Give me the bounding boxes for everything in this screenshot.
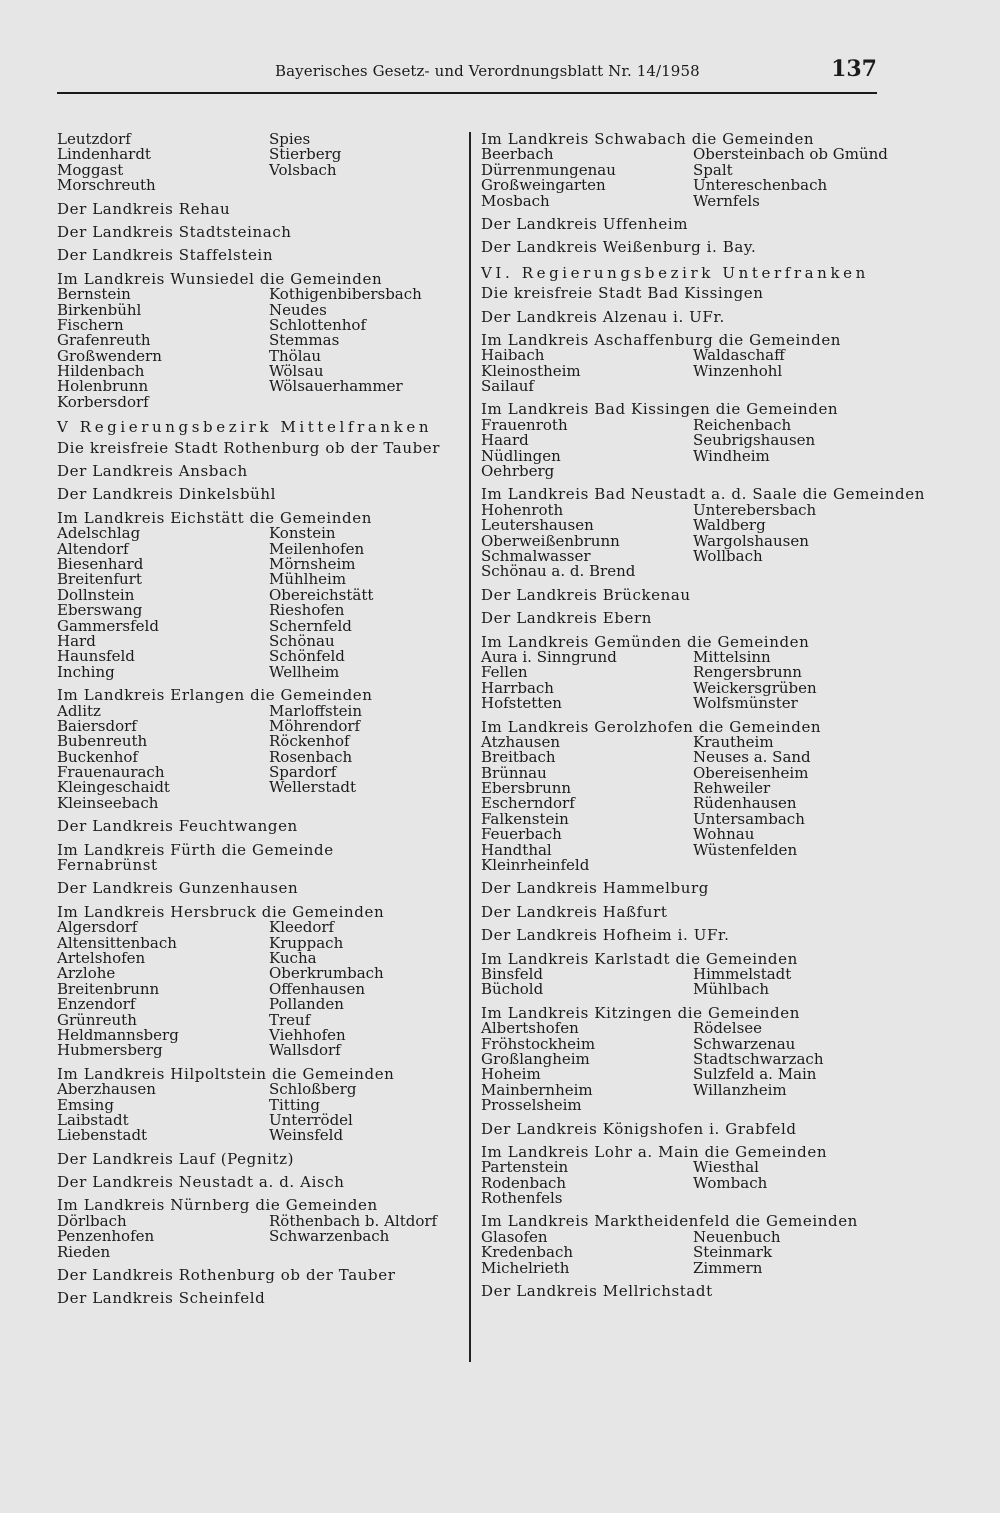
municipality-list bbox=[57, 920, 457, 1059]
municipality-name: Breitbach bbox=[481, 748, 556, 767]
municipality-name: Bernstein bbox=[57, 285, 131, 304]
municipality-name: Wombach bbox=[693, 1173, 768, 1192]
municipality-name: Kruppach bbox=[269, 933, 344, 952]
municipality-name: Neuenbuch bbox=[693, 1227, 781, 1246]
entry-line: Der Landkreis Alzenau i. UFr. bbox=[481, 307, 725, 326]
municipality-name: Kredenbach bbox=[481, 1243, 573, 1262]
municipality-name: Offenhausen bbox=[269, 979, 365, 998]
entry-line: Der Landkreis Hofheim i. UFr. bbox=[481, 926, 730, 945]
municipality-name: Schönau bbox=[269, 631, 335, 650]
municipality-name: Kleinseebach bbox=[57, 793, 159, 812]
municipality-name bbox=[269, 796, 479, 811]
municipality-name: Hoheim bbox=[481, 1065, 541, 1084]
entry-line: Der Landkreis Dinkelsbühl bbox=[57, 485, 277, 504]
municipality-name: Holenbrunn bbox=[57, 377, 149, 396]
municipality-list bbox=[57, 1082, 457, 1144]
municipality-name: Altendorf bbox=[57, 539, 129, 558]
municipality-name: Hubmersberg bbox=[57, 1041, 163, 1060]
municipality-name: Kleedorf bbox=[269, 918, 335, 937]
municipality-list bbox=[57, 701, 457, 812]
entry-line: Der Landkreis Feuchtwangen bbox=[57, 817, 298, 836]
entry-line: Im Landkreis Nürnberg die Gemeinden bbox=[57, 1196, 378, 1215]
municipality-name: Inching bbox=[57, 662, 115, 681]
municipality-name: Schwarzenau bbox=[693, 1034, 796, 1053]
municipality-name: Oehrberg bbox=[481, 462, 555, 481]
district-heading: VI. Regierungsbezirk Unterfranken bbox=[481, 263, 869, 282]
municipality-name bbox=[693, 379, 903, 394]
municipality-name: Titting bbox=[269, 1095, 320, 1114]
municipality-name: Schönfeld bbox=[269, 647, 345, 666]
municipality-name: Volsbach bbox=[269, 160, 337, 179]
municipality-name: Algersdorf bbox=[57, 918, 138, 937]
page-header bbox=[57, 58, 877, 94]
municipality-name: Wargolshausen bbox=[693, 531, 809, 550]
page-number: 137 bbox=[831, 56, 877, 82]
municipality-name: Frauenroth bbox=[481, 415, 568, 434]
entry-line: Im Landkreis Bad Neustadt a. d. Saale die Gemeinden bbox=[481, 485, 925, 504]
municipality-name: Harrbach bbox=[481, 678, 554, 697]
municipality-name: Schernfeld bbox=[269, 616, 352, 635]
entry-line: Im Landkreis Gemünden die Gemeinden bbox=[481, 632, 810, 651]
municipality-name: Konstein bbox=[269, 524, 336, 543]
municipality-name: Treuf bbox=[269, 1010, 311, 1029]
municipality-name: Reichenbach bbox=[693, 415, 792, 434]
municipality-name: Wolfsmünster bbox=[693, 694, 798, 713]
municipality-name: Schloßberg bbox=[269, 1080, 357, 1099]
municipality-name: Haard bbox=[481, 431, 529, 450]
municipality-name: Hohenroth bbox=[481, 500, 564, 519]
municipality-name: Thölau bbox=[269, 346, 322, 365]
municipality-name: Kucha bbox=[269, 948, 317, 967]
entry-line: Im Landkreis Marktheidenfeld die Gemeinden bbox=[481, 1212, 858, 1231]
entry-line: Im Landkreis Kitzingen die Gemeinden bbox=[481, 1003, 800, 1022]
entry-line: Im Landkreis Hilpoltstein die Gemeinden bbox=[57, 1064, 395, 1083]
municipality-name: Mainbernheim bbox=[481, 1080, 593, 1099]
entry-line: Im Landkreis Karlstadt die Gemeinden bbox=[481, 949, 798, 968]
entry-line: Im Landkreis Erlangen die Gemeinden bbox=[57, 686, 373, 705]
municipality-name: Willanzheim bbox=[693, 1080, 787, 1099]
entry-line: Im Landkreis Lohr a. Main die Gemeinden bbox=[481, 1142, 828, 1161]
municipality-name: Adlitz bbox=[57, 701, 101, 720]
municipality-name: Liebenstadt bbox=[57, 1126, 148, 1145]
municipality-list bbox=[481, 647, 901, 713]
municipality-name: Untersambach bbox=[693, 809, 805, 828]
municipality-name: Dürrenmungenau bbox=[481, 160, 616, 179]
municipality-name bbox=[693, 564, 903, 579]
municipality-name: Wüstenfelden bbox=[693, 840, 798, 859]
district-heading: V Regierungsbezirk Mittelfranken bbox=[57, 418, 433, 437]
municipality-name: Atzhausen bbox=[481, 732, 560, 751]
entry-line: Die kreisfreie Stadt Bad Kissingen bbox=[481, 284, 764, 303]
municipality-name bbox=[693, 464, 903, 479]
entry-line: Der Landkreis Haßfurt bbox=[481, 902, 668, 921]
municipality-name: Wollbach bbox=[693, 547, 763, 565]
municipality-name: Korbersdorf bbox=[57, 392, 149, 411]
municipality-list bbox=[57, 1211, 457, 1261]
municipality-name: Wölsauerhammer bbox=[269, 377, 403, 396]
municipality-name: Wellerstadt bbox=[269, 778, 357, 797]
municipality-name: Wölsau bbox=[269, 362, 324, 381]
municipality-name: Obereisenheim bbox=[693, 763, 809, 782]
municipality-name: Haibach bbox=[481, 346, 545, 365]
municipality-name: Meilenhofen bbox=[269, 539, 365, 558]
entry-line: Der Landkreis Neustadt a. d. Aisch bbox=[57, 1173, 345, 1192]
municipality-name: Stierberg bbox=[269, 145, 342, 164]
municipality-name: Mörnsheim bbox=[269, 555, 356, 573]
municipality-name: Handthal bbox=[481, 840, 552, 859]
municipality-name: Krautheim bbox=[693, 732, 774, 751]
municipality-name: Rüdenhausen bbox=[693, 794, 797, 813]
municipality-name bbox=[693, 1191, 903, 1206]
municipality-name: Mittelsinn bbox=[693, 647, 771, 666]
municipality-list bbox=[481, 348, 901, 394]
entry-line: Der Landkreis Mellrichstadt bbox=[481, 1282, 713, 1301]
municipality-name: Wallsdorf bbox=[269, 1041, 341, 1060]
municipality-name: Zimmern bbox=[693, 1258, 763, 1277]
entry-line: Im Landkreis Wunsiedel die Gemeinden bbox=[57, 269, 383, 288]
municipality-name: Rieshofen bbox=[269, 601, 345, 620]
entry-line: Der Landkreis Uffenheim bbox=[481, 214, 689, 233]
entry-line: Im Landkreis Fürth die Gemeinde bbox=[57, 840, 334, 859]
municipality-name: Büchold bbox=[481, 980, 544, 999]
municipality-name: Schönau a. d. Brend bbox=[481, 562, 636, 581]
municipality-name: Großlangheim bbox=[481, 1049, 590, 1068]
municipality-name: Kleinrheinfeld bbox=[481, 856, 590, 875]
entry-line: Im Landkreis Eichstätt die Gemeinden bbox=[57, 508, 372, 527]
municipality-name: Gammersfeld bbox=[57, 616, 159, 635]
municipality-name: Mühlbach bbox=[693, 980, 770, 999]
municipality-name: Mosbach bbox=[481, 191, 550, 210]
entry-line: Im Landkreis Aschaffenburg die Gemeinden bbox=[481, 330, 842, 349]
municipality-name: Fröhstockheim bbox=[481, 1034, 596, 1053]
municipality-name: Lindenhardt bbox=[57, 145, 151, 164]
municipality-name: Neuses a. Sand bbox=[693, 748, 811, 767]
municipality-list bbox=[481, 732, 901, 875]
entry-line: Der Landkreis Lauf (Pegnitz) bbox=[57, 1149, 295, 1168]
entry-line: Im Landkreis Bad Kissingen die Gemeinden bbox=[481, 400, 839, 419]
municipality-name: Fellen bbox=[481, 663, 528, 682]
municipality-name: Sulzfeld a. Main bbox=[693, 1065, 817, 1084]
municipality-name: Laibstadt bbox=[57, 1110, 129, 1129]
entry-line: Der Landkreis Rehau bbox=[57, 199, 231, 218]
municipality-name: Binsfeld bbox=[481, 964, 544, 983]
municipality-name: Großweingarten bbox=[481, 176, 606, 195]
municipality-name: Moggast bbox=[57, 160, 124, 179]
municipality-name: Weinsfeld bbox=[269, 1126, 344, 1145]
entry-line: Der Landkreis Ansbach bbox=[57, 462, 248, 481]
municipality-name: Feuerbach bbox=[481, 825, 562, 844]
left-column bbox=[57, 132, 457, 1307]
municipality-name: Dörlbach bbox=[57, 1211, 127, 1230]
municipality-list bbox=[481, 415, 901, 481]
municipality-name: Morschreuth bbox=[57, 176, 156, 195]
municipality-name: Spies bbox=[269, 130, 311, 148]
municipality-name: Eberswang bbox=[57, 601, 143, 620]
municipality-name: Spardorf bbox=[269, 763, 337, 782]
municipality-name: Rehweiler bbox=[693, 779, 771, 798]
municipality-name: Aura i. Sinngrund bbox=[481, 647, 617, 666]
municipality-name: Möhrendorf bbox=[269, 716, 361, 735]
municipality-name: Baiersdorf bbox=[57, 716, 137, 735]
municipality-name: Albertshofen bbox=[481, 1019, 579, 1038]
municipality-name: Viehhofen bbox=[269, 1025, 346, 1044]
municipality-name: Obereichstätt bbox=[269, 585, 374, 604]
municipality-name: Frauenaurach bbox=[57, 763, 165, 782]
municipality-name: Artelshofen bbox=[57, 948, 146, 967]
municipality-name: Haunsfeld bbox=[57, 647, 135, 666]
municipality-name bbox=[693, 858, 903, 873]
right-column bbox=[481, 130, 925, 1301]
municipality-name: Schmalwasser bbox=[481, 547, 591, 565]
municipality-name: Obersteinbach ob Gmünd bbox=[693, 145, 888, 164]
entry-line: Der Landkreis Rothenburg ob der Tauber bbox=[57, 1266, 396, 1285]
municipality-name: Himmelstadt bbox=[693, 964, 792, 983]
municipality-name: Waldaschaff bbox=[693, 346, 785, 365]
municipality-name: Unterrödel bbox=[269, 1110, 353, 1129]
entry-line: Die kreisfreie Stadt Rothenburg ob der Tauber bbox=[57, 438, 441, 457]
municipality-name: Brünnau bbox=[481, 763, 547, 782]
municipality-name: Schwarzenbach bbox=[269, 1227, 390, 1246]
municipality-name: Michelrieth bbox=[481, 1258, 570, 1277]
municipality-list bbox=[57, 287, 457, 410]
municipality-list bbox=[481, 1021, 901, 1113]
municipality-name: Adelschlag bbox=[57, 524, 141, 543]
municipality-name: Glasofen bbox=[481, 1227, 548, 1246]
municipality-name: Stadtschwarzach bbox=[693, 1049, 824, 1068]
entry-line: Der Landkreis Staffelstein bbox=[57, 246, 274, 265]
municipality-name: Aberzhausen bbox=[57, 1080, 156, 1099]
municipality-name: Kleingeschaidt bbox=[57, 778, 170, 797]
municipality-name: Nüdlingen bbox=[481, 446, 561, 465]
municipality-name: Biesenhard bbox=[57, 555, 144, 573]
municipality-name: Prosselsheim bbox=[481, 1096, 582, 1115]
municipality-name bbox=[693, 1098, 903, 1113]
municipality-name: Breitenfurt bbox=[57, 570, 142, 589]
municipality-name: Pollanden bbox=[269, 995, 344, 1014]
municipality-list bbox=[481, 147, 901, 209]
municipality-name: Marloffstein bbox=[269, 701, 363, 720]
municipality-name: Fischern bbox=[57, 315, 124, 334]
municipality-name: Seubrigshausen bbox=[693, 431, 816, 450]
column-divider bbox=[469, 132, 471, 1362]
entry-line: Fernabrünst bbox=[57, 856, 158, 875]
municipality-name: Breitenbrunn bbox=[57, 979, 160, 998]
municipality-name: Hildenbach bbox=[57, 362, 145, 381]
municipality-name: Unterebersbach bbox=[693, 500, 817, 519]
municipality-name: Neudes bbox=[269, 300, 327, 319]
municipality-name: Rodenbach bbox=[481, 1173, 567, 1192]
municipality-name bbox=[269, 1245, 479, 1260]
municipality-name: Mühlheim bbox=[269, 570, 347, 589]
municipality-list bbox=[481, 1160, 901, 1206]
municipality-name: Emsing bbox=[57, 1095, 114, 1114]
municipality-name: Kothigenbibersbach bbox=[269, 285, 422, 304]
municipality-name: Leutershausen bbox=[481, 516, 594, 535]
entry-line: Der Landkreis Brückenau bbox=[481, 585, 691, 604]
entry-line: Der Landkreis Stadtsteinach bbox=[57, 222, 292, 241]
municipality-name: Wiesthal bbox=[693, 1158, 759, 1177]
municipality-name: Escherndorf bbox=[481, 794, 575, 813]
municipality-name: Wohnau bbox=[693, 825, 755, 844]
municipality-name: Schlottenhof bbox=[269, 315, 367, 334]
entry-line: Der Landkreis Königshofen i. Grabfeld bbox=[481, 1119, 797, 1138]
municipality-name: Arzlohe bbox=[57, 964, 116, 983]
municipality-name: Sailauf bbox=[481, 377, 534, 396]
municipality-name: Ebersbrunn bbox=[481, 779, 572, 798]
municipality-name: Großwendern bbox=[57, 346, 162, 365]
municipality-name: Hofstetten bbox=[481, 694, 562, 713]
running-title: Bayerisches Gesetz- und Verordnungsblatt Nr. 14/1958 bbox=[275, 62, 700, 80]
municipality-name: Röthenbach b. Altdorf bbox=[269, 1211, 438, 1230]
municipality-name: Windheim bbox=[693, 446, 770, 465]
municipality-list bbox=[481, 500, 901, 581]
municipality-name: Hard bbox=[57, 631, 96, 650]
entry-line: Im Landkreis Gerolzhofen die Gemeinden bbox=[481, 717, 822, 736]
entry-line: Im Landkreis Hersbruck die Gemeinden bbox=[57, 902, 385, 921]
municipality-name: Buckenhof bbox=[57, 747, 138, 766]
entry-line: Der Landkreis Gunzenhausen bbox=[57, 879, 299, 898]
entry-line: Der Landkreis Ebern bbox=[481, 609, 653, 628]
municipality-list bbox=[57, 132, 457, 194]
entry-line: Der Landkreis Scheinfeld bbox=[57, 1289, 266, 1308]
municipality-name: Steinmark bbox=[693, 1243, 773, 1262]
municipality-name: Stemmas bbox=[269, 331, 340, 350]
municipality-name: Winzenhohl bbox=[693, 361, 783, 380]
municipality-name: Rothenfels bbox=[481, 1189, 563, 1208]
entry-line: Der Landkreis Hammelburg bbox=[481, 879, 709, 898]
municipality-name: Grafenreuth bbox=[57, 331, 151, 350]
municipality-name: Wellheim bbox=[269, 662, 340, 681]
municipality-name: Waldberg bbox=[693, 516, 766, 535]
municipality-name: Grünreuth bbox=[57, 1010, 137, 1029]
municipality-name: Penzenhofen bbox=[57, 1227, 155, 1246]
municipality-name: Altensittenbach bbox=[57, 933, 177, 952]
municipality-name: Bubenreuth bbox=[57, 732, 148, 751]
municipality-name: Oberkrumbach bbox=[269, 964, 384, 983]
municipality-name: Dollnstein bbox=[57, 585, 135, 604]
municipality-name: Weickersgrüben bbox=[693, 678, 817, 697]
municipality-name: Kleinostheim bbox=[481, 361, 581, 380]
municipality-name: Röckenhof bbox=[269, 732, 350, 751]
municipality-name: Leutzdorf bbox=[57, 130, 131, 148]
municipality-name: Oberweißenbrunn bbox=[481, 531, 620, 550]
municipality-list bbox=[481, 964, 901, 999]
municipality-name: Rosenbach bbox=[269, 747, 353, 766]
municipality-name: Untereschenbach bbox=[693, 176, 828, 195]
municipality-name: Birkenbühl bbox=[57, 300, 142, 319]
municipality-name: Enzendorf bbox=[57, 995, 136, 1014]
entry-line: Im Landkreis Schwabach die Gemeinden bbox=[481, 130, 815, 148]
municipality-name: Heldmannsberg bbox=[57, 1025, 179, 1044]
municipality-name: Wernfels bbox=[693, 191, 760, 210]
municipality-name: Rödelsee bbox=[693, 1019, 763, 1038]
municipality-list bbox=[57, 526, 457, 680]
municipality-list bbox=[481, 1227, 901, 1277]
entry-line: Der Landkreis Weißenburg i. Bay. bbox=[481, 238, 757, 257]
municipality-name: Partenstein bbox=[481, 1158, 569, 1177]
municipality-name: Falkenstein bbox=[481, 809, 569, 828]
municipality-name: Rengersbrunn bbox=[693, 663, 802, 682]
municipality-name bbox=[269, 395, 479, 410]
municipality-name: Spalt bbox=[693, 160, 733, 179]
municipality-name bbox=[269, 178, 479, 193]
municipality-name: Rieden bbox=[57, 1242, 111, 1261]
municipality-name: Beerbach bbox=[481, 145, 554, 164]
